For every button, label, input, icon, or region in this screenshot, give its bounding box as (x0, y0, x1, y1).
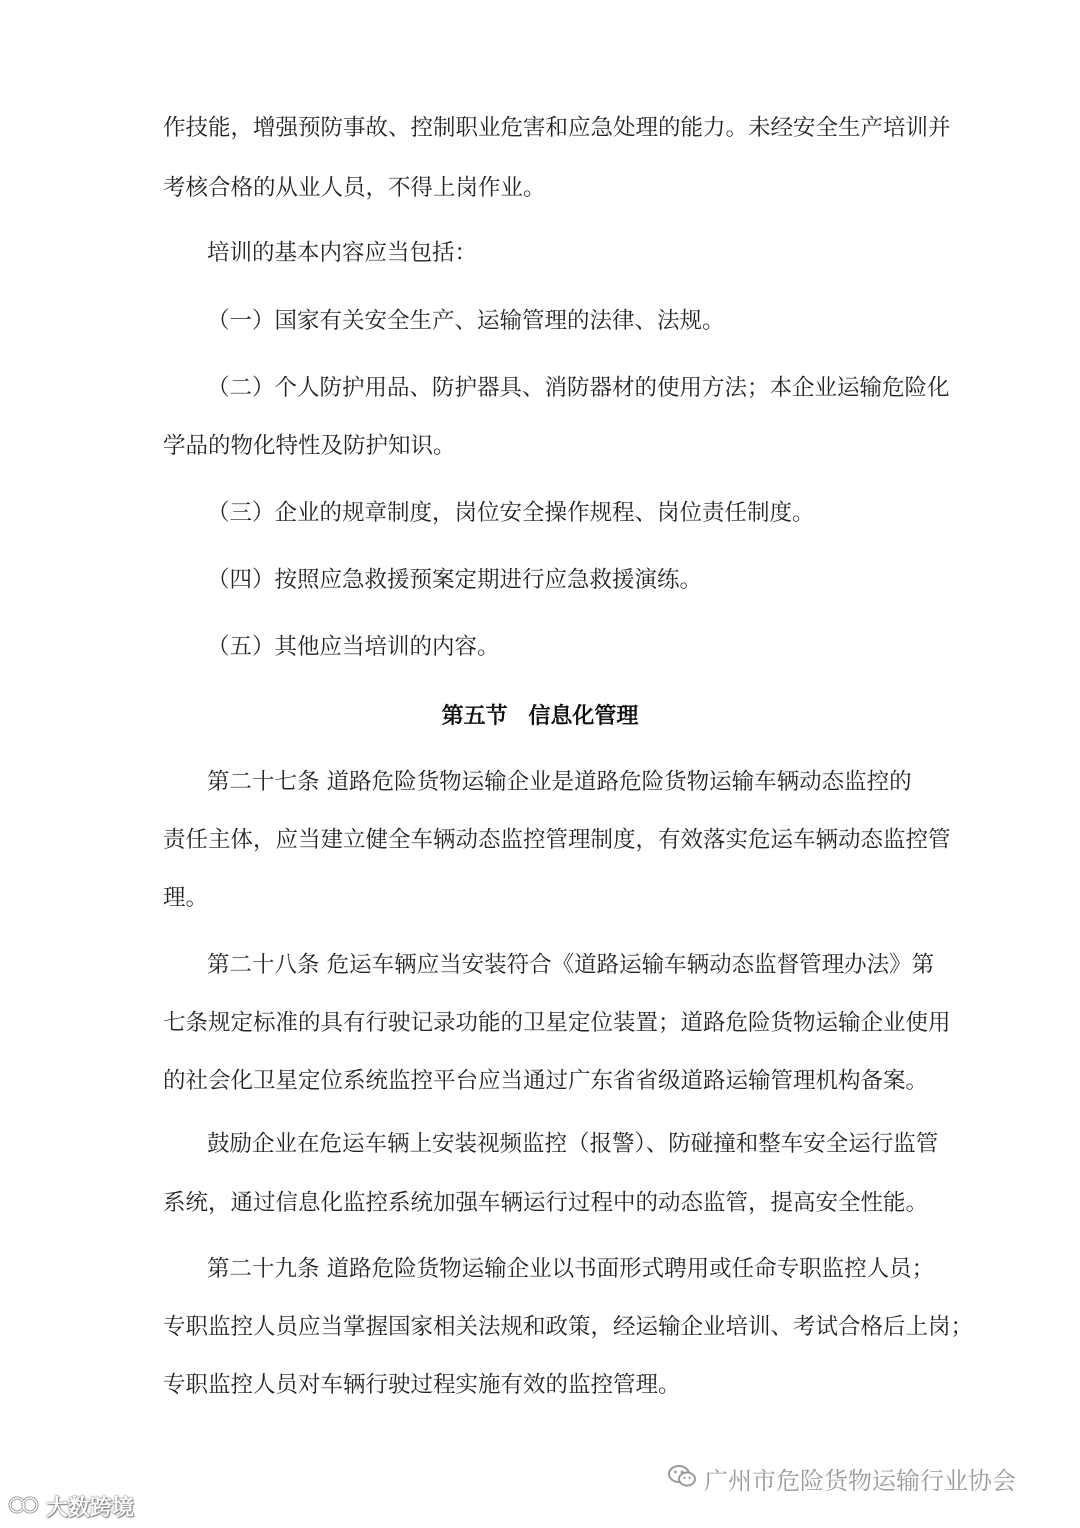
text-line: 学品的物化特性及防护知识。 (163, 433, 456, 459)
text-line: 系统，通过信息化监控系统加强车辆运行过程中的动态监管，提高安全性能。 (163, 1190, 929, 1216)
watermark-source (668, 1458, 1016, 1498)
list-item: （一）国家有关安全生产、运输管理的法律、法规。 (207, 308, 725, 334)
text-line: 鼓励企业在危运车辆上安装视频监控（报警）、防碰撞和整车安全运行监管 (207, 1131, 939, 1157)
wechat-icon (668, 1464, 696, 1492)
text-line: 理。 (163, 885, 209, 911)
text-line: 作技能，增强预防事故、控制职业危害和应急处理的能力。未经安全生产培训并 (163, 115, 951, 141)
text-line: 第二十九条 道路危险货物运输企业以书面形式聘用或任命专职监控人员； (207, 1256, 935, 1282)
watermark-brand (8, 1490, 134, 1522)
section-heading: 第五节 信息化管理 (441, 704, 639, 729)
text-line: 专职监控人员应当掌握国家相关法规和政策，经运输企业培训、考试合格后上岗； (163, 1314, 974, 1340)
list-item: （二）个人防护用品、防护器具、消防器材的使用方法；本企业运输危险化 (207, 375, 950, 401)
list-item: （五）其他应当培训的内容。 (207, 634, 500, 660)
watermark-brand-label: 大数跨境 (46, 1495, 135, 1521)
text-line: 专职监控人员对车辆行驶过程实施有效的监控管理。 (163, 1372, 681, 1398)
text-line: 考核合格的从业人员，不得上岗作业。 (163, 175, 546, 201)
list-item: （四）按照应急救援预案定期进行应急救援演练。 (207, 567, 703, 593)
text-line: 培训的基本内容应当包括： (207, 240, 478, 266)
brand-logo-icon (8, 1491, 42, 1521)
watermark-source-label: 广州市危险货物运输行业协会 (704, 1466, 1016, 1495)
text-line: 七条规定标准的具有行驶记录功能的卫星定位装置；道路危险货物运输企业使用 (163, 1010, 951, 1036)
text-line: 第二十七条 道路危险货物运输企业是道路危险货物运输车辆动态监控的 (207, 769, 912, 795)
text-line: 责任主体，应当建立健全车辆动态监控管理制度，有效落实危运车辆动态监控管 (163, 827, 951, 853)
text-line: 的社会化卫星定位系统监控平台应当通过广东省省级道路运输管理机构备案。 (163, 1068, 929, 1094)
list-item: （三）企业的规章制度，岗位安全操作规程、岗位责任制度。 (207, 500, 815, 526)
text-line: 第二十八条 危运车辆应当安装符合《道路运输车辆动态监督管理办法》第 (207, 952, 935, 978)
